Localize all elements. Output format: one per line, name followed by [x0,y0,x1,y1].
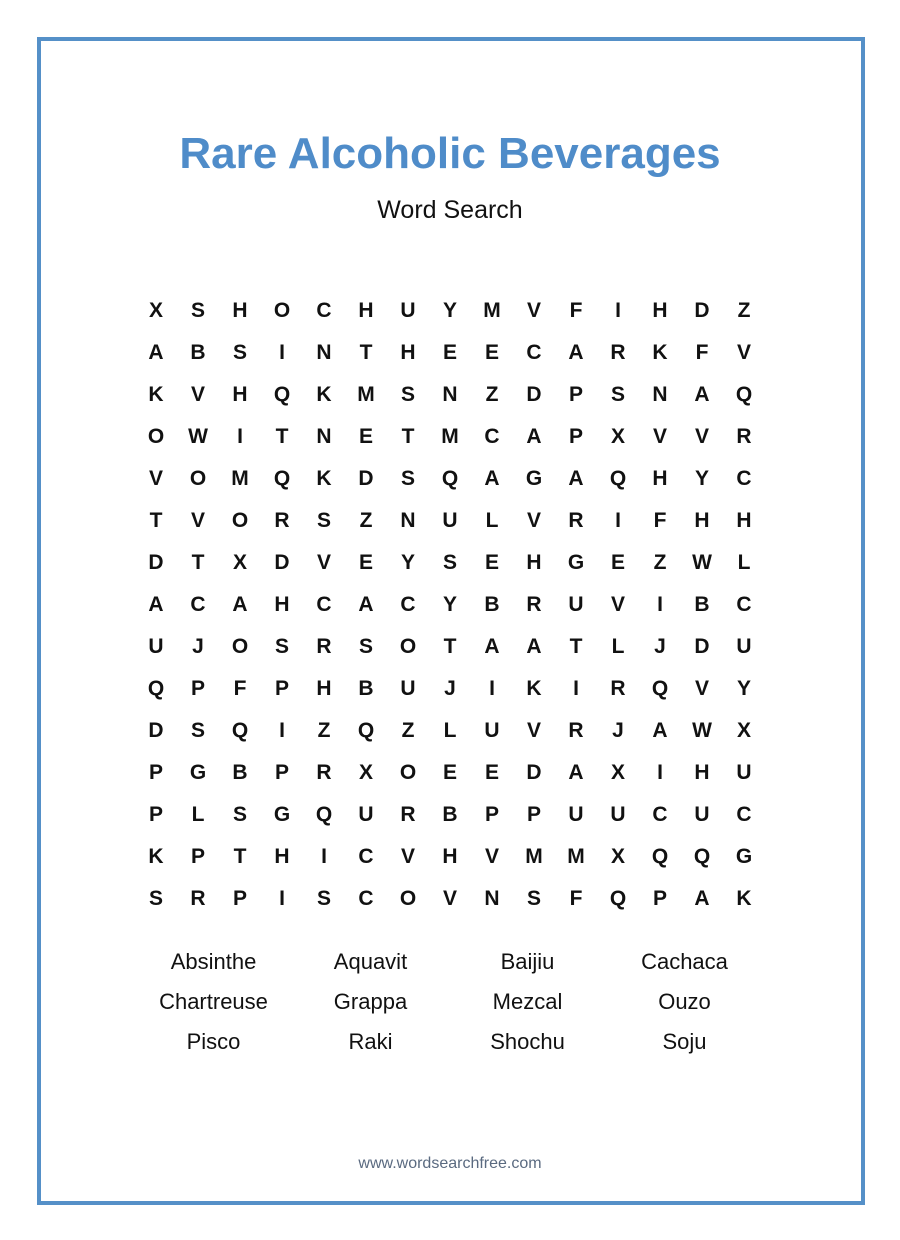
grid-cell: A [358,593,374,616]
grid-cell: P [526,803,541,826]
grid-cell: R [526,593,542,616]
grid-cell: C [316,593,332,616]
grid-cell: P [148,761,163,784]
grid-cell: X [610,425,625,448]
grid-cell: M [525,845,543,868]
grid-cell: A [694,887,710,910]
grid-cell: L [191,803,205,826]
grid-cell: G [735,845,753,868]
grid-cell: Q [609,467,627,490]
grid-cell: I [615,299,621,322]
grid-cell: C [316,299,332,322]
grid-cell: T [443,635,457,658]
grid-cell: O [231,635,249,658]
grid-cell: M [567,845,585,868]
grid-cell: I [279,719,285,742]
grid-cell: Q [315,803,333,826]
grid-row [135,332,765,374]
grid-cell: B [358,677,374,700]
grid-cell: G [189,761,207,784]
grid-cell: B [442,803,458,826]
grid-cell: P [568,383,583,406]
word-list-item: Ouzo [658,989,711,1014]
grid-cell: T [401,425,415,448]
grid-cell: V [526,509,541,532]
grid-cell: U [442,509,458,532]
grid-cell: R [568,509,584,532]
grid-cell: U [736,635,752,658]
grid-cell: D [148,719,164,742]
grid-cell: R [274,509,290,532]
word-list-item: Soju [662,1029,707,1054]
grid-cell: T [149,509,163,532]
grid-cell: Z [317,719,331,742]
grid-cell: P [148,803,163,826]
grid-cell: U [484,719,500,742]
grid-cell: K [526,677,542,700]
grid-cell: T [569,635,583,658]
grid-cell: H [316,677,332,700]
grid-cell: S [610,383,625,406]
grid-cell: M [231,467,249,490]
grid-cell: Q [441,467,459,490]
grid-cell: G [567,551,585,574]
grid-cell: B [484,593,500,616]
grid-cell: D [526,761,542,784]
grid-cell: Y [442,593,457,616]
grid-cell: C [358,845,374,868]
grid-cell: H [274,845,290,868]
grid-cell: A [568,467,584,490]
grid-cell: K [736,887,752,910]
grid-cell: N [316,425,332,448]
grid-cell: O [399,887,417,910]
grid-cell: R [568,719,584,742]
grid-cell: P [568,425,583,448]
grid-cell: Q [693,845,711,868]
word-list-item: Shochu [490,1029,565,1054]
grid-cell: I [279,341,285,364]
grid-cell: V [652,425,667,448]
grid-cell: Q [231,719,249,742]
grid-cell: E [442,341,457,364]
grid-cell: Y [400,551,415,574]
grid-cell: N [400,509,416,532]
grid-cell: J [192,635,204,658]
grid-cell: E [484,341,499,364]
grid-cell: V [190,383,205,406]
grid-cell: K [316,467,332,490]
grid-cell: L [611,635,625,658]
footer-url: www.wordsearchfree.com [358,1155,542,1172]
grid-cell: X [358,761,373,784]
grid-cell: V [694,425,709,448]
word-list-item: Absinthe [170,949,257,974]
grid-cell: V [526,299,541,322]
grid-cell: K [148,845,164,868]
grid-cell: I [279,887,285,910]
grid-cell: X [232,551,247,574]
grid-cell: X [736,719,751,742]
grid-cell: S [232,803,247,826]
grid-cell: A [526,425,542,448]
grid-cell: U [568,803,584,826]
grid-cell: C [484,425,500,448]
grid-cell: A [694,383,710,406]
word-list-item: Baijiu [500,949,555,974]
grid-cell: S [526,887,541,910]
grid-cell: F [695,341,709,364]
grid-cell: O [273,299,291,322]
grid-cell: Y [442,299,457,322]
grid-cell: K [316,383,332,406]
grid-cell: R [736,425,752,448]
grid-cell: H [652,299,668,322]
grid-cell: Q [357,719,375,742]
grid-cell: O [189,467,207,490]
grid-cell: P [274,761,289,784]
grid-cell: L [737,551,751,574]
grid-cell: Q [273,383,291,406]
grid-cell: V [400,845,415,868]
grid-cell: H [442,845,458,868]
grid-cell: R [400,803,416,826]
grid-cell: X [148,299,163,322]
grid-cell: M [483,299,501,322]
grid-cell: U [358,803,374,826]
grid-cell: V [610,593,625,616]
grid-cell: B [232,761,248,784]
grid-cell: A [526,635,542,658]
grid-cell: O [147,425,165,448]
grid-cell: V [190,509,205,532]
grid-cell: A [484,467,500,490]
grid-cell: J [444,677,456,700]
grid-cell: Z [485,383,499,406]
grid-cell: A [568,341,584,364]
grid-cell: E [484,761,499,784]
grid-cell: H [232,383,248,406]
grid-cell: I [615,509,621,532]
grid-cell: F [569,887,583,910]
grid-cell: H [736,509,752,532]
grid-cell: E [442,761,457,784]
grid-cell: C [526,341,542,364]
grid-cell: Z [737,299,751,322]
grid-cell: Q [147,677,165,700]
grid-cell: Z [359,509,373,532]
grid-cell: V [148,467,163,490]
grid-cell: H [694,761,710,784]
grid-cell: H [274,593,290,616]
grid-cell: T [359,341,373,364]
word-list [135,942,765,1062]
grid-cell: Y [694,467,709,490]
page-subtitle: Word Search [377,196,523,224]
grid-cell: F [233,677,247,700]
grid-cell: W [692,719,712,742]
grid-cell: V [484,845,499,868]
page-title: Rare Alcoholic Beverages [179,129,721,178]
grid-cell: B [190,341,206,364]
grid-cell: H [400,341,416,364]
grid-cell: O [399,761,417,784]
grid-cell: A [232,593,248,616]
grid-cell: X [610,761,625,784]
grid-cell: L [485,509,499,532]
word-list-item: Grappa [333,989,408,1014]
grid-cell: D [148,551,164,574]
grid-cell: R [316,635,332,658]
grid-cell: E [358,425,373,448]
grid-cell: U [694,803,710,826]
grid-cell: K [148,383,164,406]
word-list-item: Pisco [186,1029,241,1054]
grid-cell: R [190,887,206,910]
grid-cell: F [653,509,667,532]
grid-cell: Q [651,677,669,700]
grid-cell: J [612,719,624,742]
grid-cell: H [652,467,668,490]
grid-cell: P [274,677,289,700]
grid-cell: U [568,593,584,616]
grid-cell: O [399,635,417,658]
grid-cell: O [231,509,249,532]
grid-cell: D [358,467,374,490]
grid-cell: X [610,845,625,868]
grid-cell: A [484,635,500,658]
grid-cell: S [316,887,331,910]
letter-grid [135,290,765,920]
grid-row [135,668,765,710]
grid-cell: E [610,551,625,574]
grid-cell: S [190,299,205,322]
grid-cell: T [191,551,205,574]
grid-cell: S [148,887,163,910]
grid-cell: S [190,719,205,742]
grid-cell: D [694,635,710,658]
grid-cell: Q [609,887,627,910]
grid-cell: L [443,719,457,742]
grid-cell: V [526,719,541,742]
grid-cell: Z [653,551,667,574]
grid-cell: U [400,299,416,322]
grid-cell: I [489,677,495,700]
grid-cell: T [275,425,289,448]
grid-cell: G [525,467,543,490]
grid-cell: I [657,593,663,616]
grid-cell: D [694,299,710,322]
grid-cell: E [484,551,499,574]
grid-cell: S [400,383,415,406]
word-list-item: Chartreuse [159,989,268,1014]
grid-cell: C [358,887,374,910]
grid-cell: Z [401,719,415,742]
grid-cell: P [190,677,205,700]
grid-cell: T [233,845,247,868]
grid-cell: Q [651,845,669,868]
grid-cell: I [237,425,243,448]
grid-cell: Q [735,383,753,406]
grid-cell: N [484,887,500,910]
grid-row [135,458,765,500]
grid-cell: H [526,551,542,574]
grid-cell: V [442,887,457,910]
grid-cell: N [652,383,668,406]
grid-cell: D [526,383,542,406]
grid-cell: U [400,677,416,700]
grid-cell: R [610,677,626,700]
word-list-item: Aquavit [333,949,408,974]
grid-cell: M [441,425,459,448]
grid-cell: Y [736,677,751,700]
grid-cell: C [736,803,752,826]
grid-cell: G [273,803,291,826]
word-list-item: Cachaca [641,949,728,974]
grid-cell: C [736,467,752,490]
grid-cell: W [692,551,712,574]
grid-cell: A [148,341,164,364]
grid-row [135,500,765,542]
grid-row [135,374,765,416]
grid-cell: R [316,761,332,784]
grid-cell: A [652,719,668,742]
grid-cell: P [190,845,205,868]
grid-cell: S [358,635,373,658]
grid-cell: C [652,803,668,826]
grid-cell: U [610,803,626,826]
grid-cell: P [232,887,247,910]
grid-cell: V [736,341,751,364]
grid-cell: S [232,341,247,364]
grid-cell: S [442,551,457,574]
grid-cell: S [400,467,415,490]
grid-cell: V [694,677,709,700]
grid-cell: S [316,509,331,532]
grid-cell: N [316,341,332,364]
word-list-item: Raki [348,1029,393,1054]
grid-cell: Q [273,467,291,490]
grid-row [135,752,765,794]
grid-cell: A [568,761,584,784]
grid-cell: N [442,383,458,406]
grid-cell: W [188,425,208,448]
grid-row [135,794,765,836]
grid-cell: E [358,551,373,574]
grid-cell: C [736,593,752,616]
grid-row [135,416,765,458]
grid-row [135,710,765,752]
grid-row [135,584,765,626]
grid-cell: M [357,383,375,406]
grid-cell: I [657,761,663,784]
grid-cell: H [232,299,248,322]
grid-cell: P [484,803,499,826]
grid-cell: B [694,593,710,616]
grid-cell: D [274,551,290,574]
word-list-item: Mezcal [492,989,563,1014]
grid-cell: C [190,593,206,616]
grid-cell: V [316,551,331,574]
grid-row [135,836,765,878]
grid-row [135,626,765,668]
grid-cell: F [569,299,583,322]
grid-cell: R [610,341,626,364]
grid-cell: H [694,509,710,532]
grid-cell: U [148,635,164,658]
grid-cell: P [652,887,667,910]
grid-cell: H [358,299,374,322]
grid-row [135,290,765,332]
grid-row [135,878,765,920]
grid-cell: S [274,635,289,658]
grid-cell: A [148,593,164,616]
grid-cell: K [652,341,668,364]
grid-cell: U [736,761,752,784]
grid-cell: J [654,635,666,658]
grid-cell: C [400,593,416,616]
grid-row [135,542,765,584]
grid-cell: I [573,677,579,700]
grid-cell: I [321,845,327,868]
